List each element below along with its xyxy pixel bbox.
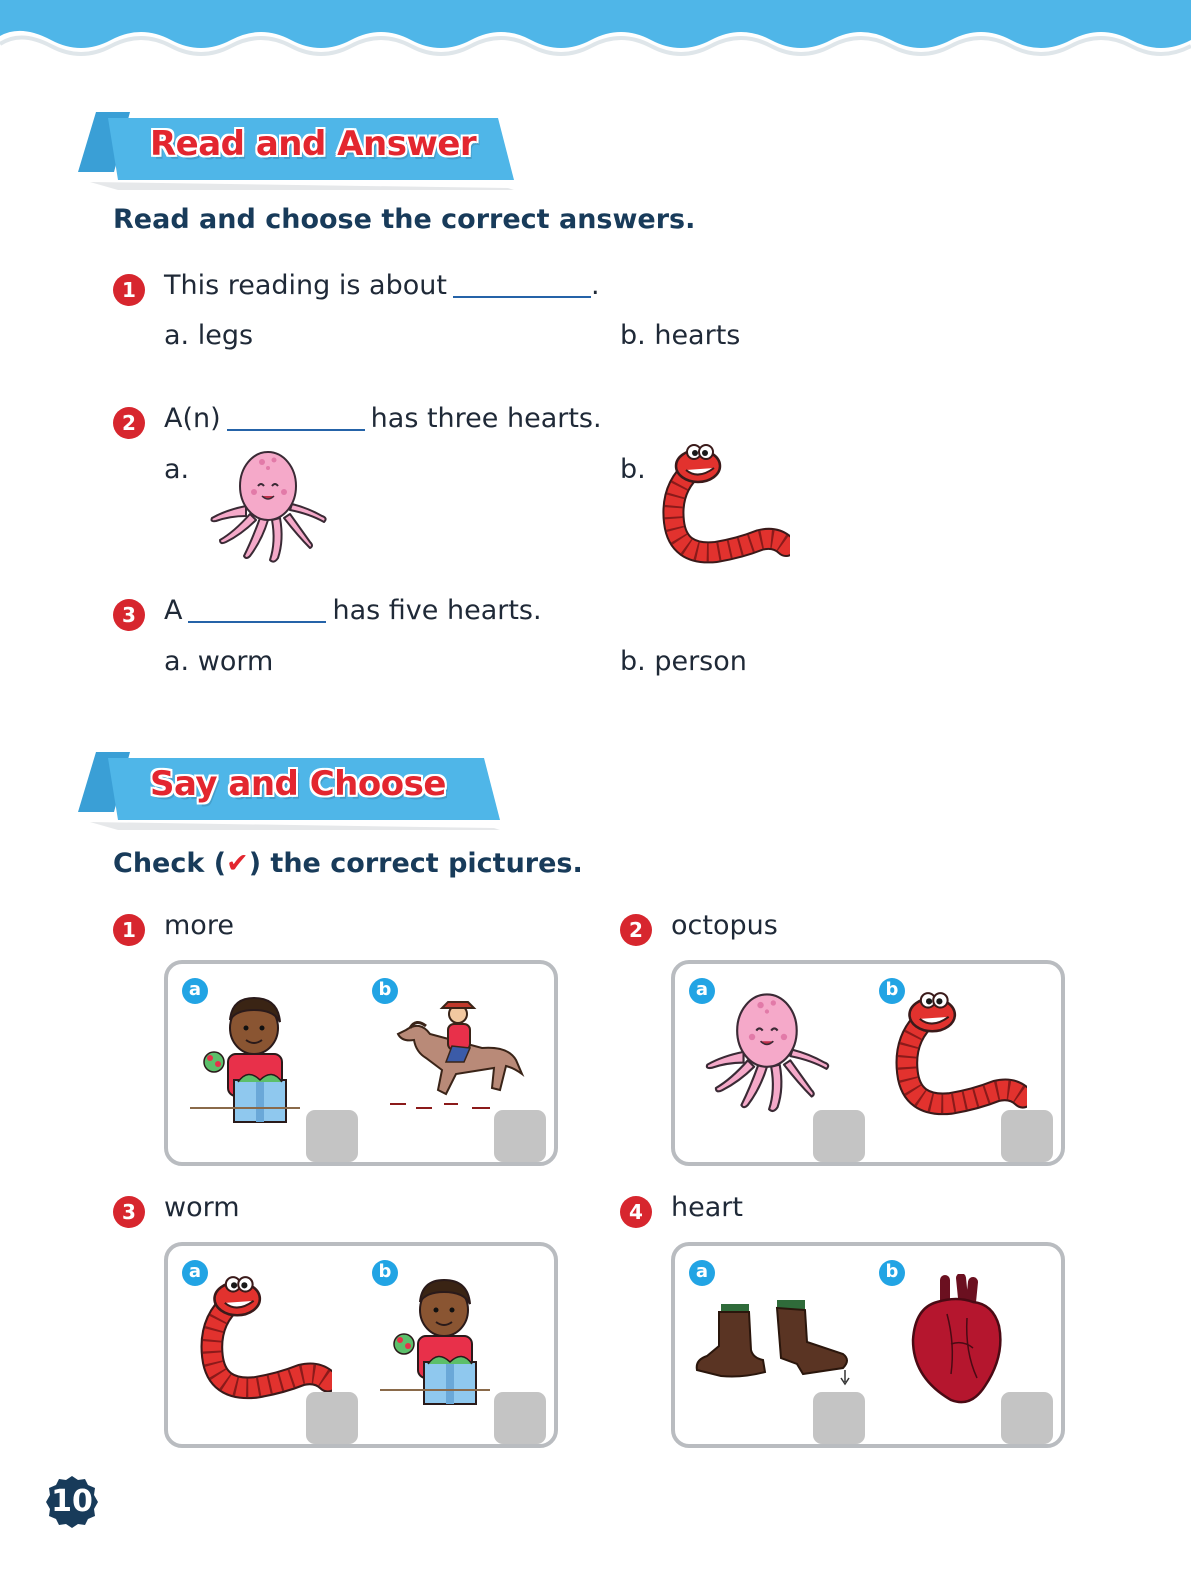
option-letter: a. xyxy=(164,320,190,351)
option-b-badge: b xyxy=(879,1260,905,1286)
picture-choice-box-2 xyxy=(671,960,1065,1166)
boots-icon xyxy=(693,1298,853,1388)
heart-organ-icon xyxy=(907,1274,1007,1410)
question-1-option-b[interactable] xyxy=(620,320,740,351)
option-text: person xyxy=(654,646,747,677)
section-title: Read and Answer xyxy=(150,124,477,164)
answer-blank xyxy=(453,295,591,298)
item-word: more xyxy=(164,910,234,941)
item-number-2: 2 xyxy=(620,914,652,946)
picture-choice-box-1 xyxy=(164,960,558,1166)
option-letter: b. xyxy=(620,646,646,677)
item-number-4: 4 xyxy=(620,1196,652,1228)
item-word: octopus xyxy=(671,910,778,941)
item-word: heart xyxy=(671,1192,743,1223)
question-text-before: A xyxy=(164,595,183,626)
question-number-3: 3 xyxy=(113,599,145,631)
section-title: Say and Choose xyxy=(150,764,446,804)
option-b-badge: b xyxy=(372,978,398,1004)
item-number-1: 1 xyxy=(113,914,145,946)
octopus-icon xyxy=(701,990,835,1118)
worm-icon xyxy=(660,444,790,568)
boy-with-gift-icon xyxy=(190,984,300,1126)
question-number-2: 2 xyxy=(113,407,145,439)
question-1-option-a[interactable] xyxy=(164,320,253,351)
checkmark-icon: ✔ xyxy=(226,848,249,879)
question-3-option-a[interactable] xyxy=(164,646,273,677)
option-b-badge: b xyxy=(879,978,905,1004)
octopus-icon xyxy=(206,448,332,568)
option-a-checkbox[interactable] xyxy=(306,1392,358,1444)
question-text-after: has five hearts. xyxy=(332,595,542,626)
question-text-after: has three hearts. xyxy=(370,403,602,434)
picture-choice-box-3 xyxy=(164,1242,558,1448)
worm-icon xyxy=(198,1276,332,1404)
option-letter: b. xyxy=(620,454,646,485)
answer-blank xyxy=(227,428,365,431)
item-number-3: 3 xyxy=(113,1196,145,1228)
option-letter: b. xyxy=(620,320,646,351)
option-b-checkbox[interactable] xyxy=(494,1392,546,1444)
question-text-before: This reading is about xyxy=(164,270,447,301)
option-a-badge: a xyxy=(689,978,715,1004)
option-text: worm xyxy=(197,646,274,677)
section-banner-say-choose xyxy=(78,750,504,832)
question-3-text xyxy=(164,595,542,626)
question-number-1: 1 xyxy=(113,274,145,306)
question-text-before: A(n) xyxy=(164,403,221,434)
question-1-text xyxy=(164,270,600,301)
option-text: legs xyxy=(197,320,254,351)
picture-choice-box-4 xyxy=(671,1242,1065,1448)
option-b-checkbox[interactable] xyxy=(1001,1392,1053,1444)
option-b-badge: b xyxy=(372,1260,398,1286)
option-text: hearts xyxy=(654,320,741,351)
answer-blank xyxy=(188,620,326,623)
option-b-checkbox[interactable] xyxy=(494,1110,546,1162)
option-a-checkbox[interactable] xyxy=(306,1110,358,1162)
option-letter: a. xyxy=(164,646,190,677)
boy-with-gift-icon xyxy=(380,1266,490,1408)
option-a-badge: a xyxy=(689,1260,715,1286)
worm-icon xyxy=(893,992,1027,1120)
question-text-after: . xyxy=(590,270,600,301)
instruction-suffix: ) the correct pictures. xyxy=(248,848,583,879)
page-number: 10 xyxy=(51,1484,93,1519)
option-letter: a. xyxy=(164,454,190,485)
wave-header xyxy=(0,0,1191,70)
item-word: worm xyxy=(164,1192,240,1223)
cowboy-on-horse-icon xyxy=(386,990,526,1118)
instruction-text: Read and choose the correct answers. xyxy=(113,204,696,235)
instruction-prefix: Check ( xyxy=(113,848,227,879)
option-a-badge: a xyxy=(182,978,208,1004)
option-a-badge: a xyxy=(182,1260,208,1286)
option-a-checkbox[interactable] xyxy=(813,1392,865,1444)
section-banner-read-answer xyxy=(78,110,518,192)
page-number-badge xyxy=(44,1474,100,1530)
question-2-text xyxy=(164,403,602,434)
option-b-checkbox[interactable] xyxy=(1001,1110,1053,1162)
instruction-text xyxy=(113,848,583,879)
question-3-option-b[interactable] xyxy=(620,646,747,677)
option-a-checkbox[interactable] xyxy=(813,1110,865,1162)
